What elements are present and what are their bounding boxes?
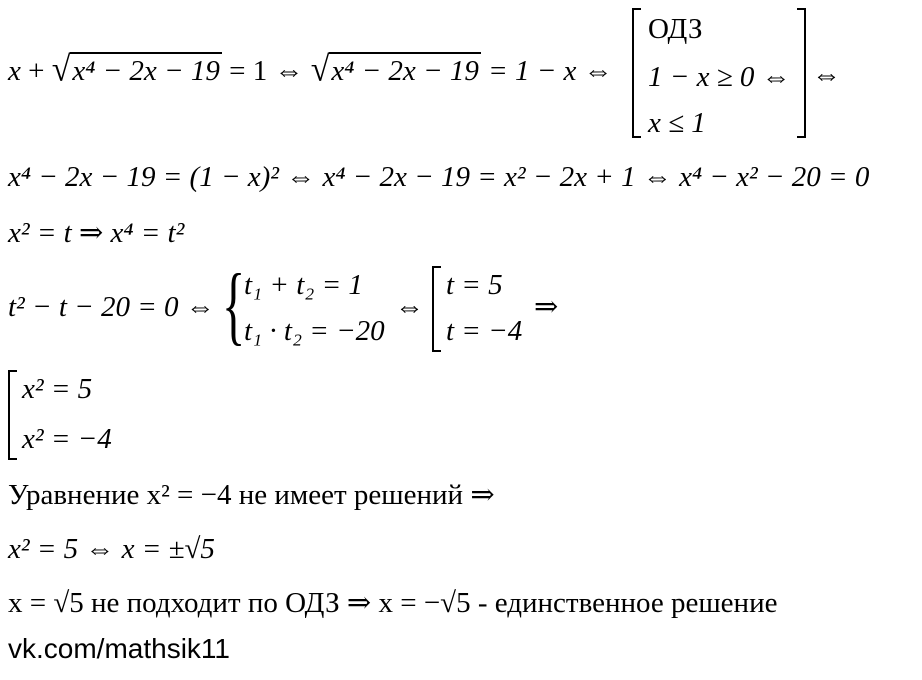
source-link[interactable]: vk.com/mathsik11: [8, 633, 230, 664]
equals-one-equivalence: = 1 ⇔: [229, 55, 304, 87]
text-line-no-solutions: Уравнение x² = −4 не имеет решений ⇒: [8, 479, 495, 511]
set-bracket-t: [432, 266, 446, 352]
radical-sign: √: [310, 50, 330, 89]
var-x: x: [8, 55, 21, 87]
system-row-1: t₁ + t₂ = 1: [244, 269, 363, 301]
set-t-row-1: t = 5: [446, 269, 503, 301]
system-row-2: t₁ · t₂ = −20: [244, 315, 385, 347]
odz-row-2: x ≤ 1: [648, 107, 706, 139]
odz-bracket: [632, 8, 806, 138]
sqrt-expression-1: [52, 52, 222, 88]
line-4-mid-equivalence: ⇔: [395, 291, 424, 323]
equation-line-1: [8, 52, 613, 88]
plus-sign: +: [28, 55, 45, 87]
equation-line-4-left: t² − t − 20 = 0 ⇔: [8, 291, 215, 323]
left-square-bracket: [432, 266, 441, 352]
set-bracket-x: [8, 370, 22, 460]
radicand-1: x⁴ − 2x − 19: [70, 52, 221, 88]
odz-row-1: 1 − x ≥ 0 ⇔: [648, 61, 791, 93]
equation-line-3: x² = t ⇒ x⁴ = t²: [8, 217, 185, 249]
set-t-row-2: t = −4: [446, 315, 523, 347]
text-line-conclusion: x = √5 не подходит по ОДЗ ⇒ x = −√5 - единственное решение: [8, 587, 778, 619]
set-x-row-2: x² = −4: [22, 423, 112, 455]
radicand-2: x⁴ − 2x − 19: [329, 52, 480, 88]
left-square-bracket: [8, 370, 17, 460]
right-square-bracket: [797, 8, 806, 138]
sqrt-expression-2: [311, 52, 481, 88]
equation-line-7: x² = 5 ⇔ x = ±√5: [8, 533, 215, 565]
equals-one-minus-x: = 1 − x ⇔: [488, 55, 613, 87]
radical-sign: √: [51, 50, 71, 89]
line-1-end-equivalence: ⇔: [812, 59, 841, 91]
equation-line-2: x⁴ − 2x − 19 = (1 − x)² ⇔ x⁴ − 2x − 19 = x² − 2x + 1 ⇔ x⁴ − x² − 20 = 0: [8, 161, 870, 193]
line-4-implies: ⇒: [534, 291, 559, 323]
left-square-bracket: [632, 8, 641, 138]
system-brace: {: [222, 257, 246, 354]
odz-title: ОДЗ: [648, 13, 703, 45]
set-x-row-1: x² = 5: [22, 373, 93, 405]
